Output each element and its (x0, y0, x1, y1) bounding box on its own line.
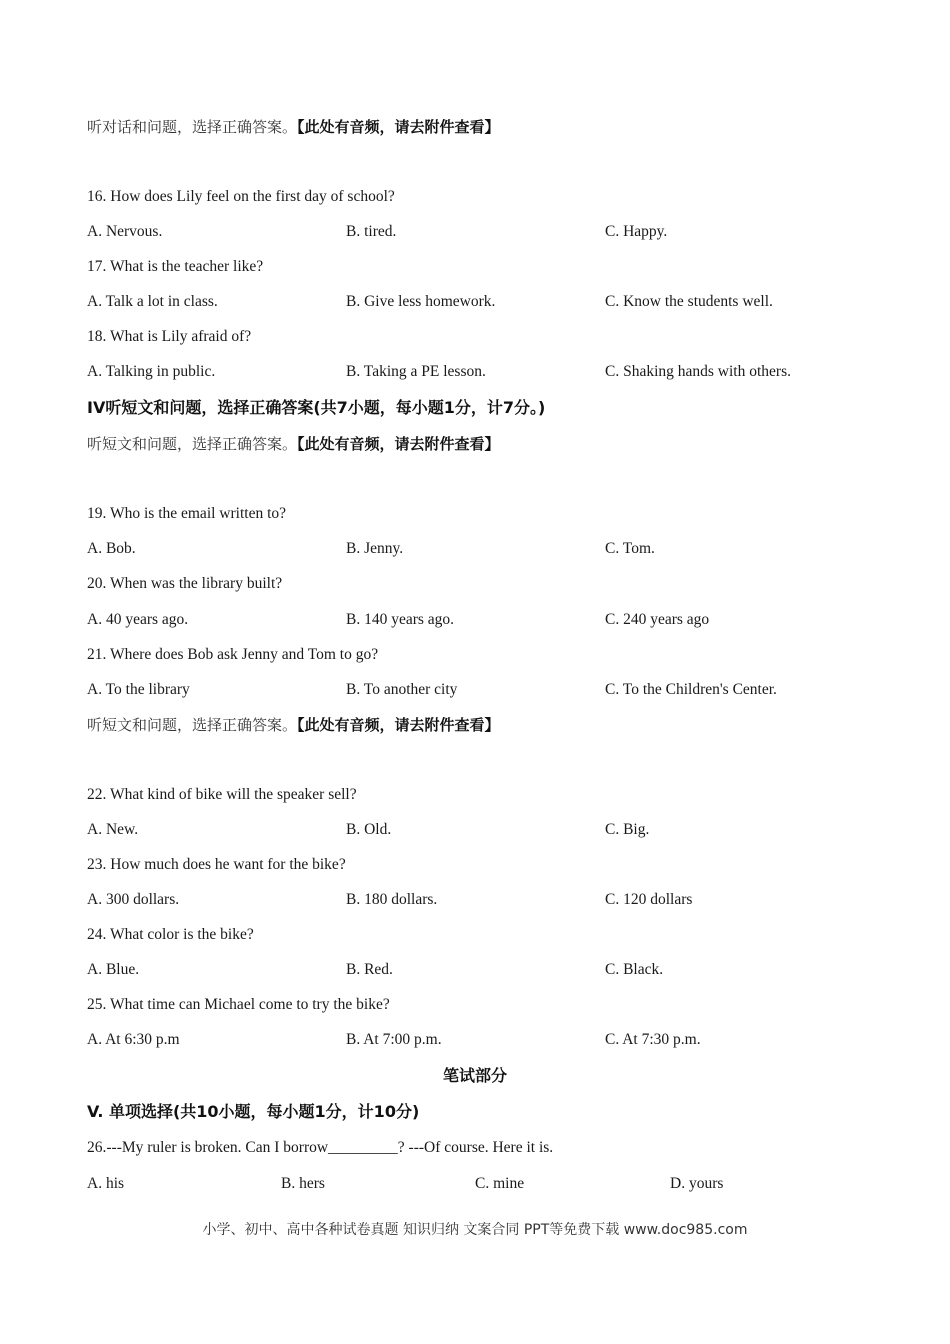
option-24b: B. Red. (346, 961, 393, 978)
option-19a: A. Bob. (87, 540, 136, 557)
option-22b: B. Old. (346, 821, 392, 838)
section-5-heading: V. 单项选择(共10小题，每小题1分，计10分) (87, 1102, 420, 1121)
option-17c: C. Know the students well. (605, 293, 773, 310)
instruction-text: 听短文和问题，选择正确答案。 (87, 435, 298, 453)
audio-note: 【此处有音频，请去附件查看】 (297, 435, 500, 453)
option-19c: C. Tom. (605, 540, 655, 557)
option-23b: B. 180 dollars. (346, 891, 438, 908)
option-24c: C. Black. (605, 961, 664, 978)
option-20b: B. 140 years ago. (346, 611, 455, 628)
instruction-text: 听对话和问题，选择正确答案。 (87, 118, 298, 136)
option-22a: A. New. (87, 821, 139, 838)
question-22: 22. What kind of bike will the speaker sell? (87, 786, 357, 803)
option-18b: B. Taking a PE lesson. (346, 363, 486, 380)
option-26c: C. mine (475, 1175, 525, 1192)
question-18: 18. What is Lily afraid of? (87, 328, 252, 345)
option-20c: C. 240 years ago (605, 611, 710, 628)
option-26d: D. yours (670, 1175, 724, 1192)
question-24: 24. What color is the bike? (87, 926, 254, 943)
question-23: 23. How much does he want for the bike? (87, 856, 346, 873)
option-26a: A. his (87, 1175, 125, 1192)
listening-instruction (87, 434, 500, 454)
option-16a: A. Nervous. (87, 223, 163, 240)
option-20a: A. 40 years ago. (87, 611, 189, 628)
question-26: 26.---My ruler is broken. Can I borrow_________? ---Of course. Here it is. (87, 1139, 554, 1156)
listening-instruction (87, 715, 500, 735)
page-footer: 小学、初中、高中各种试卷真题 知识归纳 文案合同 PPT等免费下载 www.doc985.com (202, 1222, 748, 1238)
option-25a: A. At 6:30 p.m (87, 1031, 180, 1048)
option-18a: A. Talking in public. (87, 363, 216, 380)
instruction-text: 听短文和问题，选择正确答案。 (87, 716, 298, 734)
question-19: 19. Who is the email written to? (87, 505, 287, 522)
option-16b: B. tired. (346, 223, 397, 240)
option-17b: B. Give less homework. (346, 293, 496, 310)
option-22c: C. Big. (605, 821, 650, 838)
section-4-heading: IV听短文和问题，选择正确答案(共7小题，每小题1分，计7分。) (87, 398, 546, 417)
option-21a: A. To the library (87, 681, 190, 698)
question-21: 21. Where does Bob ask Jenny and Tom to go? (87, 646, 379, 663)
option-19b: B. Jenny. (346, 540, 404, 557)
option-23a: A. 300 dollars. (87, 891, 180, 908)
option-25c: C. At 7:30 p.m. (605, 1031, 701, 1048)
option-23c: C. 120 dollars (605, 891, 693, 908)
option-16c: C. Happy. (605, 223, 668, 240)
option-17a: A. Talk a lot in class. (87, 293, 218, 310)
option-21b: B. To another city (346, 681, 458, 698)
question-25: 25. What time can Michael come to try the bike? (87, 996, 390, 1013)
listening-instruction (87, 117, 500, 137)
written-part-title: 笔试部分 (442, 1066, 507, 1085)
audio-note: 【此处有音频，请去附件查看】 (297, 716, 500, 734)
question-17: 17. What is the teacher like? (87, 258, 264, 275)
option-18c: C. Shaking hands with others. (605, 363, 791, 380)
option-21c: C. To the Children's Center. (605, 681, 777, 698)
question-16: 16. How does Lily feel on the first day of school? (87, 188, 395, 205)
audio-note: 【此处有音频，请去附件查看】 (297, 118, 500, 136)
option-24a: A. Blue. (87, 961, 140, 978)
option-25b: B. At 7:00 p.m. (346, 1031, 442, 1048)
option-26b: B. hers (281, 1175, 325, 1192)
question-20: 20. When was the library built? (87, 575, 283, 592)
